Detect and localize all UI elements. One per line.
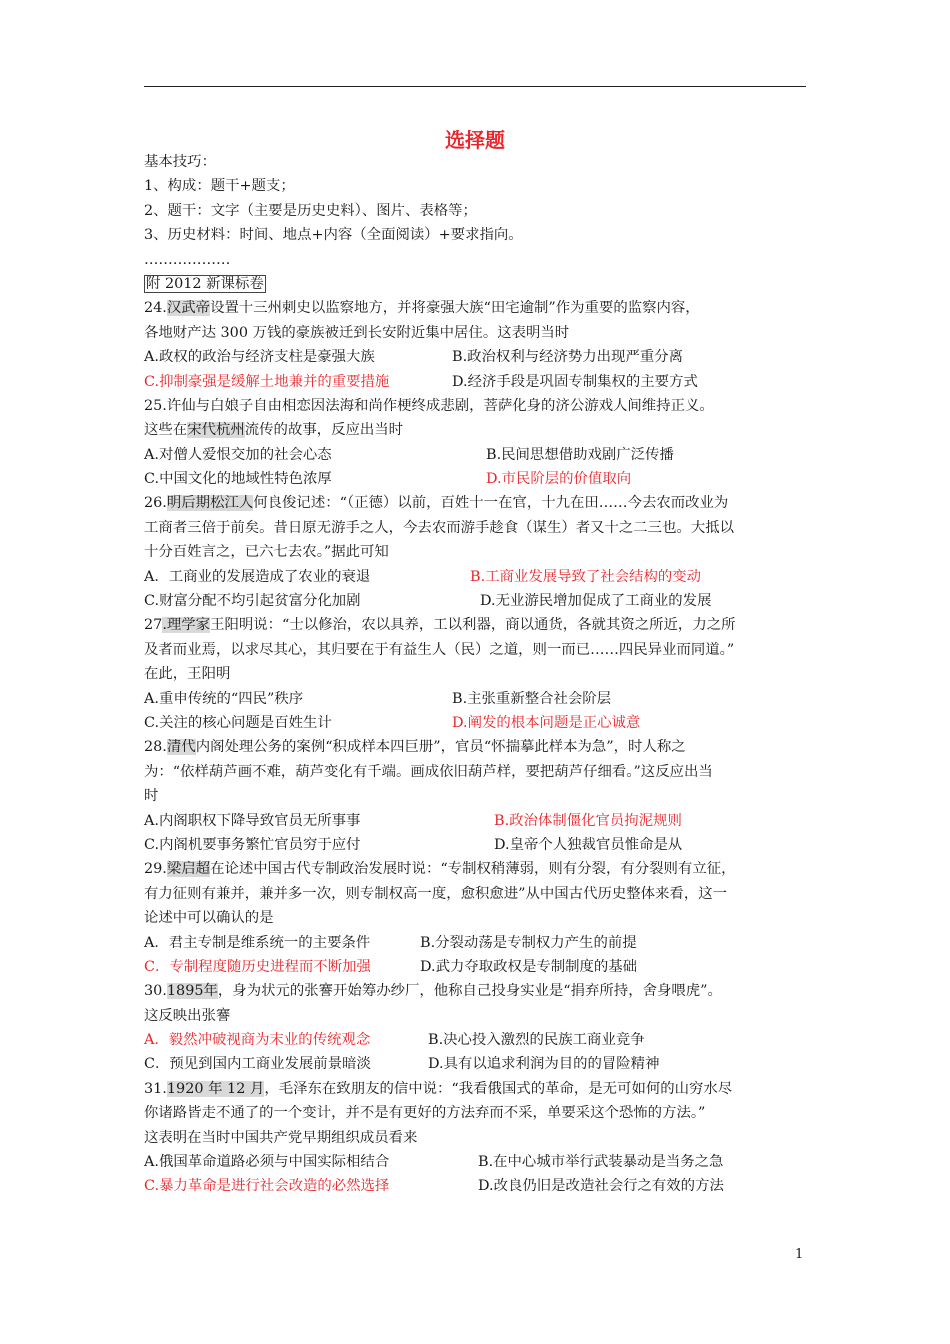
option-a[interactable]: A.重申传统的“四民”秩序 (144, 690, 304, 707)
option-a[interactable]: A.内阁职权下降导致官员无所事事 (144, 812, 361, 829)
question-number: 27 (144, 617, 163, 634)
option-d[interactable]: D.无业游民增加促成了工商业的发展 (480, 593, 712, 610)
question-31-stem (144, 1077, 814, 1101)
question-30-stem (144, 979, 814, 1003)
option-a[interactable]: A.俄国革命道路必须与中国实际相结合 (144, 1154, 390, 1171)
question-text: 何良俊记述：“（正德）以前，百姓十一在官，十九在田……今去农而改业为 (253, 495, 729, 512)
question-number: 29. (144, 861, 167, 878)
question-27-options-cd (144, 711, 814, 735)
option-c[interactable]: C.财富分配不均引起贫富分化加剧 (144, 593, 361, 610)
option-a[interactable]: A．君主专制是维系统一的主要条件 (144, 934, 371, 951)
question-29-stem-cont: 有力征则有兼并，兼并多一次，则专制权高一度，愈积愈进”从中国古代历史整体来看，这一 (144, 885, 727, 902)
question-24-stem (144, 296, 814, 320)
question-24-options-cd (144, 370, 814, 394)
section-label: 附 2012 新课标卷 (146, 275, 264, 292)
page-title: 选择题 (445, 128, 505, 152)
question-keyword: 1895年 (166, 983, 218, 1000)
question-text: 王阳明说：“士以修治，农以具养，工以利器，商以通货，各就其资之所近，力之所 (210, 617, 736, 634)
option-d[interactable]: D.改良仍旧是改造社会行之有效的方法 (478, 1178, 724, 1195)
section-label-row (144, 272, 814, 296)
option-b-answer[interactable]: B.政治体制僵化官员拘泥规则 (494, 812, 682, 829)
question-28-stem-cont: 为：“依样葫芦画不难，葫芦变化有千端。画成依旧葫芦样，要把葫芦仔细看。”这反应出当 (144, 763, 713, 780)
question-24-stem-cont: 各地财产达 300 万钱的豪族被迁到长安附近集中居住。这表明当时 (144, 324, 570, 341)
option-c[interactable]: C.中国文化的地域性特色浓厚 (144, 471, 332, 488)
question-number: 24. (144, 300, 167, 317)
option-b[interactable]: B.主张重新整合社会阶层 (452, 690, 612, 707)
question-text: 设置十三州刺史以监察地方，并将豪强大族“田宅逾制”作为重要的监察内容， (210, 300, 700, 317)
option-d[interactable]: D.经济手段是巩固专制集权的主要方式 (452, 373, 698, 390)
question-keyword: 1920 年 12 月 (166, 1080, 265, 1097)
option-d[interactable]: D.皇帝个人独裁官员惟命是从 (494, 836, 683, 853)
option-a[interactable]: A.对僧人爱恨交加的社会心态 (144, 446, 332, 463)
option-c[interactable]: C.关注的核心问题是百姓生计 (144, 714, 332, 731)
question-keyword: 汉武帝 (166, 300, 211, 317)
question-keyword: 宋代杭州 (187, 422, 245, 439)
question-28-options-cd (144, 833, 814, 857)
intro-line: 1、构成：题干+题支； (144, 178, 295, 195)
intro-line: 3、历史材料：时间、地点+内容（全面阅读）+要求指向。 (144, 227, 523, 244)
question-text: ，毛泽东在致朋友的信中说：“我看俄国式的革命，是无可如何的山穷水尽 (264, 1080, 733, 1097)
question-text: 许仙与白娘子自由相恋因法海和尚作梗终成悲剧，菩萨化身的济公游戏人间维持正义。 (166, 397, 714, 414)
question-27-stem-cont: 在此，王阳明 (144, 666, 231, 683)
question-27-options-ab (144, 687, 814, 711)
question-number: 25. (144, 397, 167, 414)
question-29-stem-cont: 论述中可以确认的是 (144, 910, 274, 927)
page-number: 1 (795, 1247, 804, 1262)
question-27-stem-cont: 及者而业焉，以求尽其心，其归要在于有益生人（民）之道，则一而已……四民异业而同道。” (144, 641, 735, 658)
question-number: 30. (144, 983, 167, 1000)
option-c-answer[interactable]: C．专制程度随历史进程而不断加强 (144, 958, 371, 975)
question-28-stem (144, 735, 814, 759)
option-d-answer[interactable]: D.阐发的根本问题是正心诚意 (452, 714, 641, 731)
option-c[interactable]: C．预见到国内工商业发展前景暗淡 (144, 1056, 371, 1073)
option-b[interactable]: B.政治权利与经济势力出现严重分离 (452, 349, 684, 366)
option-a-answer[interactable]: A．毅然冲破视商为末业的传统观念 (144, 1032, 371, 1049)
question-26-stem (144, 491, 814, 515)
question-text: 内阁处理公务的案例“积成样本四巨册”，官员“怀揣摹此样本为急”，时人称之 (195, 739, 686, 756)
question-keyword: 清代 (166, 739, 196, 756)
question-number: 26. (144, 495, 167, 512)
question-28-options-ab (144, 809, 814, 833)
question-number: 31. (144, 1080, 167, 1097)
question-number: 28. (144, 739, 167, 756)
intro-line: 2、题干：文字（主要是历史史料）、图片、表格等； (144, 202, 477, 219)
question-text: ，身为状元的张謇开始筹办纱厂，他称自己投身实业是“捐弃所持，舍身喂虎”。 (217, 983, 722, 1000)
option-b[interactable]: B.民间思想借助戏剧广泛传播 (486, 446, 674, 463)
option-b[interactable]: B.决心投入激烈的民族工商业竞争 (428, 1032, 645, 1049)
question-26-stem-cont: 工商者三倍于前矣。昔日原无游手之人，今去农而游手趁食（谋生）者又十之二三也。大抵以 (144, 519, 735, 536)
option-c-answer[interactable]: C.暴力革命是进行社会改造的必然选择 (144, 1178, 390, 1195)
option-a[interactable]: A．工商业的发展造成了农业的衰退 (144, 568, 371, 585)
question-keyword: .理学家 (162, 617, 211, 634)
document-body (144, 150, 814, 1199)
question-text: 在论述中国古代专制政治发展时说：“专制权稍薄弱，则有分裂，有分裂则有立征， (210, 861, 736, 878)
question-25-options-cd (144, 467, 814, 491)
question-26-stem-cont: 十分百姓言之，已六七去农。”据此可知 (144, 544, 389, 561)
question-25-options-ab (144, 443, 814, 467)
question-31-options-ab (144, 1150, 814, 1174)
question-31-options-cd (144, 1174, 814, 1198)
question-27-stem (144, 613, 814, 637)
question-24-options-ab (144, 345, 814, 369)
intro-dots: ……………… (144, 251, 231, 268)
question-26-options-cd (144, 589, 814, 613)
question-30-options-ab (144, 1028, 814, 1052)
option-b-answer[interactable]: B.工商业发展导致了社会结构的变动 (470, 568, 702, 585)
question-keyword: 梁启超 (166, 861, 211, 878)
question-29-options-ab (144, 931, 814, 955)
question-30-stem-cont: 这反映出张謇 (144, 1007, 231, 1024)
question-30-options-cd (144, 1052, 814, 1076)
question-29-stem (144, 857, 814, 881)
question-28-stem-cont: 时 (144, 788, 159, 805)
option-d[interactable]: D.武力夺取政权是专制制度的基础 (420, 958, 638, 975)
question-31-stem-cont: 你诸路皆走不通了的一个变计，并不是有更好的方法弃而不采，单要采这个恐怖的方法。” (144, 1105, 706, 1122)
header-rule (144, 86, 806, 87)
question-25-stem-cont: 这些在宋代杭州流传的故事，反应出当时 (144, 422, 404, 439)
option-d[interactable]: D.具有以追求利润为目的的冒险精神 (428, 1056, 660, 1073)
intro-heading: 基本技巧： (144, 154, 216, 170)
question-31-stem-cont: 这表明在当时中国共产党早期组织成员看来 (144, 1129, 418, 1146)
option-d-answer[interactable]: D.市民阶层的价值取向 (486, 471, 632, 488)
question-26-options-ab (144, 565, 814, 589)
option-a[interactable]: A.政权的政治与经济支柱是豪强大族 (144, 349, 375, 366)
question-25-stem (144, 394, 814, 418)
question-29-options-cd (144, 955, 814, 979)
option-b[interactable]: B.分裂动荡是专制权力产生的前提 (420, 934, 637, 951)
question-keyword: 明后期松江人 (166, 495, 254, 512)
option-c[interactable]: C.内阁机要事务繁忙官员穷于应付 (144, 836, 361, 853)
option-c-answer[interactable]: C.抑制豪强是缓解土地兼并的重要措施 (144, 373, 390, 390)
option-b[interactable]: B.在中心城市举行武装暴动是当务之急 (478, 1154, 724, 1171)
